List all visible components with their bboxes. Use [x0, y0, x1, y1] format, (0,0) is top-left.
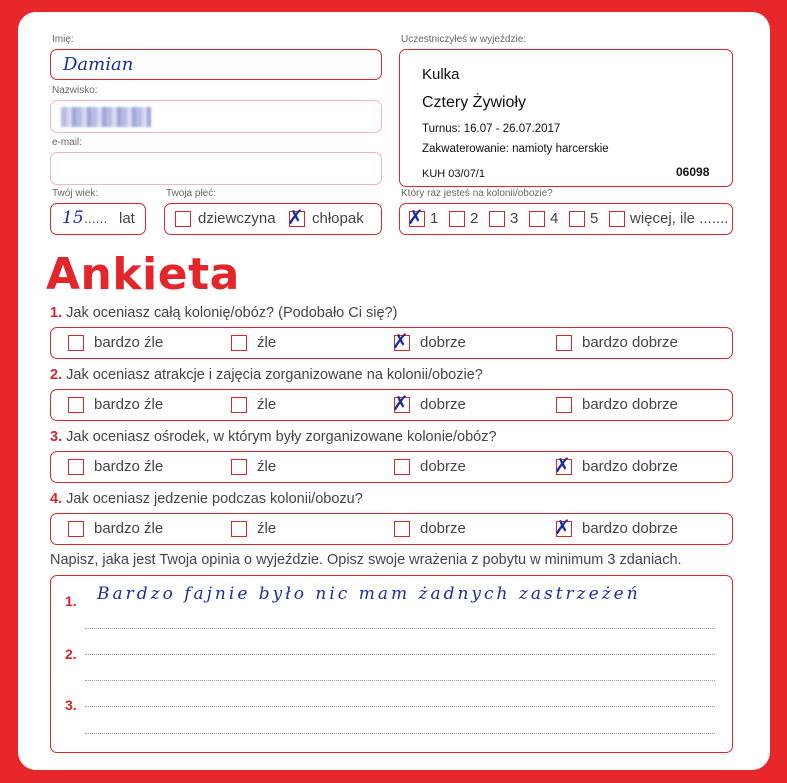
opinion-box[interactable]: [50, 575, 733, 753]
wiek-unit: lat: [119, 210, 135, 227]
imie-value: Damian: [63, 54, 134, 75]
dotted-line: [85, 706, 715, 707]
trip-number: 06098: [676, 165, 710, 179]
nazwisko-label: Nazwisko:: [52, 85, 98, 96]
checkmark-cross-icon: ✗: [287, 205, 304, 229]
plec-field: [164, 203, 382, 235]
wiek-value: 15: [62, 208, 84, 228]
question-label: Jak oceniasz ośrodek, w którym były zorganizowane kolonie/obóz?: [66, 429, 497, 445]
trip-camp: Cztery Żywioły: [422, 94, 527, 111]
question-label: Jak oceniasz atrakcje i zajęcia zorganizowane na kolonii/obozie?: [66, 367, 483, 383]
rating-checkbox[interactable]: [392, 391, 410, 415]
question-text: [50, 491, 363, 507]
rating-checkbox[interactable]: [68, 397, 84, 413]
question-text: [50, 305, 397, 321]
plec-checkbox-chlopak[interactable]: [287, 205, 305, 229]
email-label: e-mail:: [52, 137, 83, 148]
dotted-line: [85, 680, 715, 681]
rating-option-label: bardzo źle: [94, 334, 164, 351]
trip-info-box: [399, 49, 733, 187]
rating-checkbox[interactable]: [554, 453, 572, 477]
trip-name: Kulka: [422, 66, 460, 83]
opinion-line-number: 1.: [65, 593, 77, 609]
times-option-3: 3: [510, 210, 519, 227]
times-label: Który raz jesteś na kolonii/obozie?: [401, 188, 553, 199]
rating-option-label: bardzo źle: [94, 396, 164, 413]
rating-option-label: źle: [257, 458, 277, 475]
plec-option-dziewczyna: dziewczyna: [198, 210, 276, 227]
rating-checkbox[interactable]: [68, 521, 84, 537]
opinion-line-text: Bardzo fajnie było nic mam żadnych zastrzeżeń: [97, 584, 641, 604]
imie-label: Imię:: [52, 34, 74, 45]
times-checkbox-4[interactable]: [529, 211, 545, 227]
rating-row: [50, 513, 733, 545]
question-label: Jak oceniasz jedzenie podczas kolonii/obozu?: [66, 491, 363, 507]
rating-checkbox[interactable]: [68, 335, 84, 351]
rating-checkbox[interactable]: [231, 397, 247, 413]
trip-label: Uczestniczyłeś w wyjeździe:: [401, 34, 527, 45]
times-option-5: 5: [590, 210, 599, 227]
rating-checkbox[interactable]: [554, 515, 572, 539]
dotted-line: [85, 654, 715, 655]
opinion-line-number: 2.: [65, 646, 77, 662]
checkmark-cross-icon: ✗: [407, 205, 424, 229]
rating-checkbox[interactable]: [556, 397, 572, 413]
page-title: Ankieta: [46, 249, 240, 300]
rating-option-label: dobrze: [420, 396, 466, 413]
times-checkbox-3[interactable]: [489, 211, 505, 227]
times-checkbox-wiecej[interactable]: [609, 211, 625, 227]
plec-option-chlopak: chłopak: [312, 210, 364, 227]
survey-sheet: [18, 12, 770, 770]
rating-option-label: źle: [257, 396, 277, 413]
zakwaterowanie-row: [422, 143, 609, 155]
email-field[interactable]: [50, 152, 382, 185]
question-number: 2.: [50, 367, 63, 383]
zakwaterowanie-value: namioty harcerskie: [512, 143, 609, 155]
zakwaterowanie-label: Zakwaterowanie:: [422, 143, 509, 155]
question-number: 4.: [50, 491, 63, 507]
turnus-value: 16.07 - 26.07.2017: [463, 123, 561, 135]
question-text: [50, 429, 497, 445]
question-number: 3.: [50, 429, 63, 445]
rating-checkbox[interactable]: [394, 521, 410, 537]
wiek-label: Twój wiek:: [52, 188, 99, 199]
opinion-prompt: Napisz, jaka jest Twoja opinia o wyjeździe. Opisz swoje wrażenia z pobytu w minimum 3 zdaniach.: [50, 552, 682, 568]
nazwisko-field[interactable]: [50, 100, 382, 133]
rating-checkbox[interactable]: [556, 335, 572, 351]
opinion-line-number: 3.: [65, 697, 77, 713]
times-checkbox-2[interactable]: [449, 211, 465, 227]
turnus-label: Turnus:: [422, 123, 461, 135]
checkmark-cross-icon: ✗: [554, 453, 571, 477]
question-label: Jak oceniasz całą kolonię/obóz? (Podobało Ci się?): [66, 305, 398, 321]
rating-checkbox[interactable]: [68, 459, 84, 475]
rating-option-label: bardzo dobrze: [582, 396, 678, 413]
times-field: [399, 203, 733, 235]
rating-option-label: dobrze: [420, 520, 466, 537]
rating-row: [50, 389, 733, 421]
rating-option-label: źle: [257, 334, 277, 351]
wiek-dots: ......: [84, 210, 108, 226]
checkmark-cross-icon: ✗: [392, 391, 409, 415]
times-option-1: 1: [430, 210, 439, 227]
rating-option-label: bardzo dobrze: [582, 458, 678, 475]
rating-checkbox[interactable]: [231, 335, 247, 351]
question-number: 1.: [50, 305, 63, 321]
rating-checkbox[interactable]: [231, 521, 247, 537]
plec-label: Twoja płeć:: [166, 188, 217, 199]
question-text: [50, 367, 483, 383]
times-option-2: 2: [470, 210, 479, 227]
rating-row: [50, 327, 733, 359]
rating-row: [50, 451, 733, 483]
rating-option-label: bardzo źle: [94, 458, 164, 475]
rating-option-label: bardzo źle: [94, 520, 164, 537]
wiek-field[interactable]: [50, 203, 146, 235]
rating-checkbox[interactable]: [394, 459, 410, 475]
plec-checkbox-dziewczyna[interactable]: [175, 211, 191, 227]
times-checkbox-5[interactable]: [569, 211, 585, 227]
times-checkbox-1[interactable]: [407, 205, 425, 229]
rating-option-label: bardzo dobrze: [582, 334, 678, 351]
times-option-4: 4: [550, 210, 559, 227]
turnus-row: [422, 123, 560, 135]
rating-option-label: źle: [257, 520, 277, 537]
dotted-line: [85, 733, 715, 734]
times-option-wiecej: więcej, ile .......: [630, 210, 729, 227]
rating-checkbox[interactable]: [231, 459, 247, 475]
checkmark-cross-icon: ✗: [554, 515, 571, 539]
trip-code: KUH 03/07/1: [422, 168, 485, 180]
rating-option-label: dobrze: [420, 334, 466, 351]
redacted-surname: [61, 107, 151, 127]
rating-option-label: dobrze: [420, 458, 466, 475]
imie-field[interactable]: [50, 49, 382, 80]
rating-checkbox[interactable]: [392, 329, 410, 353]
rating-option-label: bardzo dobrze: [582, 520, 678, 537]
dotted-line: [85, 628, 715, 629]
checkmark-cross-icon: ✗: [392, 329, 409, 353]
